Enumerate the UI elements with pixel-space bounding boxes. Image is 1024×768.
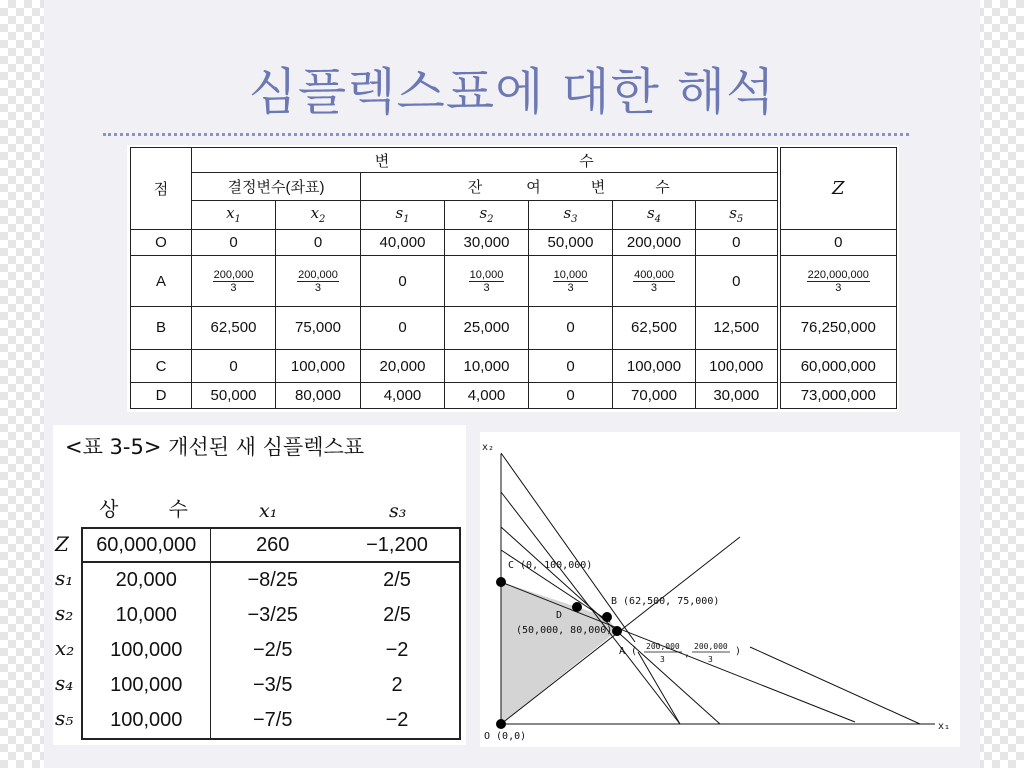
cell: −8/25 bbox=[247, 569, 299, 591]
label-a-suffix: ) bbox=[735, 646, 742, 657]
row-label-s4: s₄ bbox=[55, 671, 74, 695]
cell: 0 bbox=[779, 229, 897, 256]
cell: 10,000 bbox=[82, 598, 210, 633]
label-point-d: D bbox=[556, 610, 563, 621]
label-point-a: A ( bbox=[619, 646, 638, 657]
simplex-interpretation-table bbox=[127, 145, 899, 412]
point-o bbox=[496, 719, 506, 729]
row-point: D bbox=[131, 383, 192, 409]
table-row bbox=[131, 256, 897, 307]
var-x1: $x_1$ bbox=[192, 201, 276, 230]
var-s2: $s_2$ bbox=[445, 201, 529, 230]
cell-fraction: $\frac{200,000}{3}$ bbox=[276, 256, 361, 307]
cell: 80,000 bbox=[276, 383, 361, 409]
cell: 0 bbox=[696, 229, 779, 256]
cell: 200,000 bbox=[613, 229, 696, 256]
row-label-s1: s₁ bbox=[55, 566, 74, 590]
cell: 20,000 bbox=[361, 349, 445, 383]
row-point: B bbox=[131, 307, 192, 349]
label-a-den1: 3 bbox=[660, 655, 665, 664]
cell: 4,000 bbox=[445, 383, 529, 409]
cell: 100,000 bbox=[696, 349, 779, 383]
cell-fraction: $\frac{220,000,000}{3}$ bbox=[779, 256, 897, 307]
table-row bbox=[131, 349, 897, 383]
cell: 0 bbox=[529, 383, 613, 409]
slide-title: 심플렉스표에 대한 해석 bbox=[248, 63, 776, 121]
cell: 2 bbox=[335, 668, 460, 703]
label-a-num2: 200,000 bbox=[694, 642, 728, 651]
point-d bbox=[572, 602, 582, 612]
table-row bbox=[82, 598, 460, 633]
cell: 75,000 bbox=[276, 307, 361, 349]
row-label-z: Z bbox=[55, 532, 69, 556]
axis-label-x: x₁ bbox=[938, 721, 951, 732]
label-point-o: O (0,0) bbox=[484, 731, 527, 742]
table-caption: <표 3-5> 개선된 새 심플렉스표 bbox=[65, 435, 365, 459]
header-slack-2: 여 bbox=[526, 179, 541, 197]
row-point: O bbox=[131, 229, 192, 256]
header-slack-4: 수 bbox=[655, 179, 670, 197]
row-point: C bbox=[131, 349, 192, 383]
cell: 12,500 bbox=[696, 307, 779, 349]
constraint-line bbox=[638, 652, 680, 724]
table-row bbox=[131, 383, 897, 409]
cell: 100,000 bbox=[276, 349, 361, 383]
cell: 0 bbox=[192, 229, 276, 256]
cell: −2/5 bbox=[253, 639, 293, 661]
var-s5: $s_5$ bbox=[696, 201, 779, 230]
graph-svg bbox=[480, 432, 960, 747]
cell-fraction: $\frac{200,000}{3}$ bbox=[192, 256, 276, 307]
cell: 10,000 bbox=[445, 349, 529, 383]
header-slack-vars bbox=[361, 173, 779, 201]
label-a-comma: , bbox=[684, 648, 691, 659]
header-variables-b: 수 bbox=[579, 152, 594, 170]
header-s3: s₃ bbox=[389, 500, 407, 522]
cell: 60,000,000 bbox=[779, 349, 897, 383]
header-point: 점 bbox=[131, 148, 192, 230]
cell: −2 bbox=[335, 703, 460, 739]
header-z: Z bbox=[779, 148, 897, 230]
cell: −2 bbox=[335, 633, 460, 668]
header-slack-3: 변 bbox=[590, 179, 606, 197]
header-x1: x₁ bbox=[259, 500, 278, 522]
cell-fraction: $\frac{10,000}{3}$ bbox=[445, 256, 529, 307]
cell: 0 bbox=[529, 349, 613, 383]
label-a-den2: 3 bbox=[708, 655, 713, 664]
table-row bbox=[82, 703, 460, 739]
cell: 100,000 bbox=[82, 668, 210, 703]
cell: 50,000 bbox=[192, 383, 276, 409]
point-b bbox=[602, 612, 612, 622]
cell: −3/25 bbox=[247, 604, 299, 626]
var-s3: $s_3$ bbox=[529, 201, 613, 230]
cell: 76,250,000 bbox=[779, 307, 897, 349]
table-row bbox=[82, 633, 460, 668]
point-c bbox=[496, 577, 506, 587]
cell: 0 bbox=[696, 256, 779, 307]
table-row bbox=[82, 528, 460, 562]
header-variables-a: 변 bbox=[374, 152, 390, 170]
row-point: A bbox=[131, 256, 192, 307]
table-row bbox=[131, 229, 897, 256]
header-constant: 상 수 bbox=[99, 497, 210, 521]
header-slack-1: 잔 bbox=[467, 179, 483, 197]
cell: 0 bbox=[276, 229, 361, 256]
cell: 73,000,000 bbox=[779, 383, 897, 409]
title-divider bbox=[103, 133, 909, 136]
var-s1: $s_1$ bbox=[361, 201, 445, 230]
cell: 100,000 bbox=[613, 349, 696, 383]
cell: 62,500 bbox=[192, 307, 276, 349]
cell: −7/5 bbox=[210, 703, 335, 739]
feasible-region-graph bbox=[480, 432, 960, 747]
cell: 0 bbox=[192, 349, 276, 383]
var-x2: $x_2$ bbox=[276, 201, 361, 230]
cell: −1,200 bbox=[335, 528, 460, 562]
header-variables bbox=[192, 148, 779, 173]
cell: 4,000 bbox=[361, 383, 445, 409]
feasible-region bbox=[501, 582, 617, 724]
cell: 0 bbox=[529, 307, 613, 349]
cell: −3/5 bbox=[253, 674, 293, 696]
row-label-s2: s₂ bbox=[55, 601, 74, 625]
cell: 25,000 bbox=[445, 307, 529, 349]
cell: 260 bbox=[210, 528, 335, 562]
label-point-d-coords: (50,000, 80,000) bbox=[516, 625, 613, 636]
point-a bbox=[612, 626, 622, 636]
cell: 30,000 bbox=[445, 229, 529, 256]
cell: 40,000 bbox=[361, 229, 445, 256]
header-decision-vars: 결정변수(좌표) bbox=[192, 173, 361, 201]
label-point-b: B (62,500, 75,000) bbox=[611, 596, 720, 607]
cell-fraction: $\frac{10,000}{3}$ bbox=[529, 256, 613, 307]
cell: 0 bbox=[361, 256, 445, 307]
cell: 30,000 bbox=[696, 383, 779, 409]
cell: 62,500 bbox=[613, 307, 696, 349]
constraint-line bbox=[750, 647, 920, 724]
cell: 60,000,000 bbox=[82, 528, 210, 562]
table-row bbox=[131, 307, 897, 349]
cell: 2/5 bbox=[335, 598, 460, 633]
axis-label-y: x₂ bbox=[482, 442, 495, 453]
row-label-x2: x₂ bbox=[55, 636, 75, 660]
label-point-c: C (0, 100,000) bbox=[508, 560, 593, 571]
cell: 70,000 bbox=[613, 383, 696, 409]
cell: 0 bbox=[361, 307, 445, 349]
row-label-s5: s₅ bbox=[55, 706, 74, 730]
table-row bbox=[82, 668, 460, 703]
cell: 100,000 bbox=[82, 703, 210, 739]
cell: 20,000 bbox=[82, 562, 210, 598]
cell: 50,000 bbox=[529, 229, 613, 256]
cell: 100,000 bbox=[82, 633, 210, 668]
cell: 2/5 bbox=[335, 562, 460, 598]
label-a-num1: 200,000 bbox=[646, 642, 680, 651]
improved-simplex-table bbox=[53, 425, 466, 745]
table-row bbox=[82, 562, 460, 598]
cell-fraction: $\frac{400,000}{3}$ bbox=[613, 256, 696, 307]
var-s4: $s_4$ bbox=[613, 201, 696, 230]
